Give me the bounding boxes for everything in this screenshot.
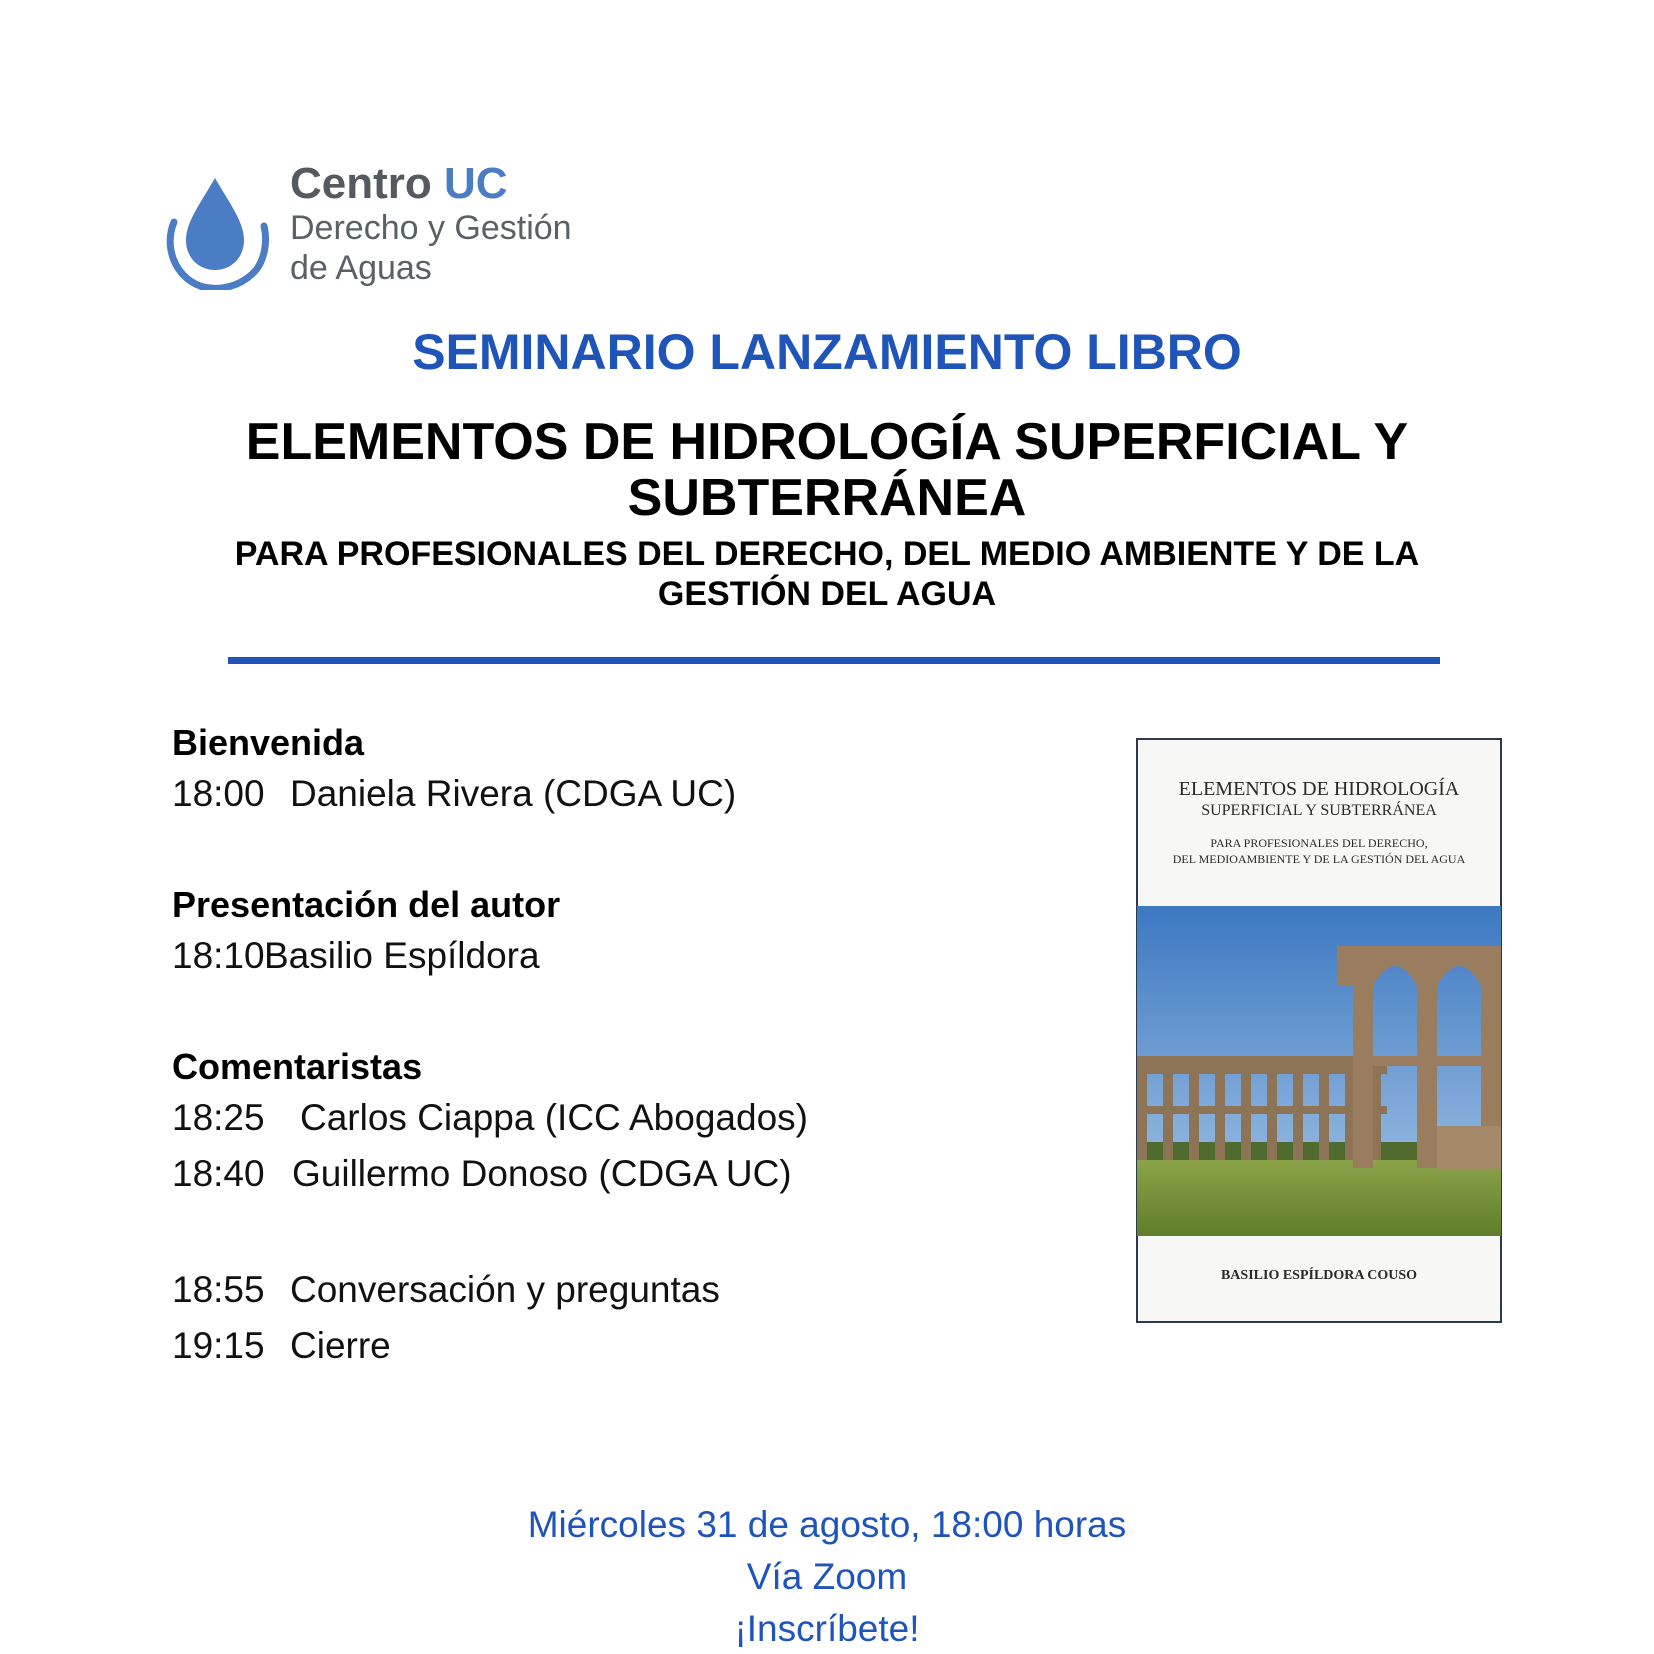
seminar-title: SEMINARIO LANZAMIENTO LIBRO xyxy=(412,324,1242,380)
event-date: Miércoles 31 de agosto, 18:00 horas xyxy=(527,1504,1127,1545)
book-cover-image xyxy=(1136,738,1502,1323)
program-row xyxy=(172,1146,1032,1202)
cover-subtitle-line1: PARA PROFESIONALES DEL DERECHO, xyxy=(1210,836,1428,850)
logo-line3: de Aguas xyxy=(290,249,432,287)
program-text: Daniela Rivera (CDGA UC) xyxy=(290,773,737,814)
program-time: 18:40 xyxy=(172,1153,265,1194)
program-text: Guillermo Donoso (CDGA UC) xyxy=(292,1153,792,1194)
book-title-line2: SUBTERRÁNEA xyxy=(627,469,1027,527)
register-link[interactable]: ¡Inscríbete! xyxy=(734,1608,920,1649)
book-subtitle-line1: PARA PROFESIONALES DEL DERECHO, DEL MEDIO AMBIENTE Y DE LA xyxy=(234,535,1420,573)
program-text: Cierre xyxy=(290,1325,391,1366)
cover-title-line1: ELEMENTOS DE HIDROLOGÍA xyxy=(1178,778,1460,800)
program-row xyxy=(172,1090,1032,1146)
logo-line1: Centro UC xyxy=(290,159,508,208)
aqueduct-photo xyxy=(1137,906,1501,1236)
program-text: Conversación y preguntas xyxy=(290,1269,720,1310)
program-time: 18:00 xyxy=(172,773,265,814)
logo xyxy=(160,160,600,300)
section-title-welcome: Bienvenida xyxy=(172,722,365,763)
program-time: 18:25 xyxy=(172,1097,265,1138)
event-platform: Vía Zoom xyxy=(746,1556,908,1597)
book-subtitle xyxy=(0,534,1654,614)
logo-text xyxy=(290,160,572,288)
logo-line2: Derecho y Gestión xyxy=(290,209,572,247)
program-text: Carlos Ciappa (ICC Abogados) xyxy=(300,1097,808,1138)
book-subtitle-line2: GESTIÓN DEL AGUA xyxy=(657,575,997,613)
book-title xyxy=(0,414,1654,526)
book-title-line1: ELEMENTOS DE HIDROLOGÍA SUPERFICIAL Y xyxy=(245,413,1409,471)
section-title-commentators: Comentaristas xyxy=(172,1046,423,1087)
cover-author: BASILIO ESPÍLDORA COUSO xyxy=(1220,1268,1418,1283)
program-time: 18:55 xyxy=(172,1269,265,1310)
cover-subtitle-line2: DEL MEDIOAMBIENTE Y DE LA GESTIÓN DEL AGUA xyxy=(1172,852,1466,866)
section-title-author: Presentación del autor xyxy=(172,884,561,925)
cover-title-line2: SUPERFICIAL Y SUBTERRÁNEA xyxy=(1201,802,1437,819)
program-row xyxy=(172,766,1032,822)
divider xyxy=(228,657,1440,664)
program xyxy=(172,720,1032,1374)
program-row xyxy=(172,1318,1032,1374)
program-row xyxy=(172,928,1032,984)
program-row xyxy=(172,1262,1032,1318)
program-text: Basilio Espíldora xyxy=(264,935,540,976)
program-time: 19:15 xyxy=(172,1325,265,1366)
water-drop-icon xyxy=(160,170,270,290)
program-time: 18:10 xyxy=(172,935,265,976)
